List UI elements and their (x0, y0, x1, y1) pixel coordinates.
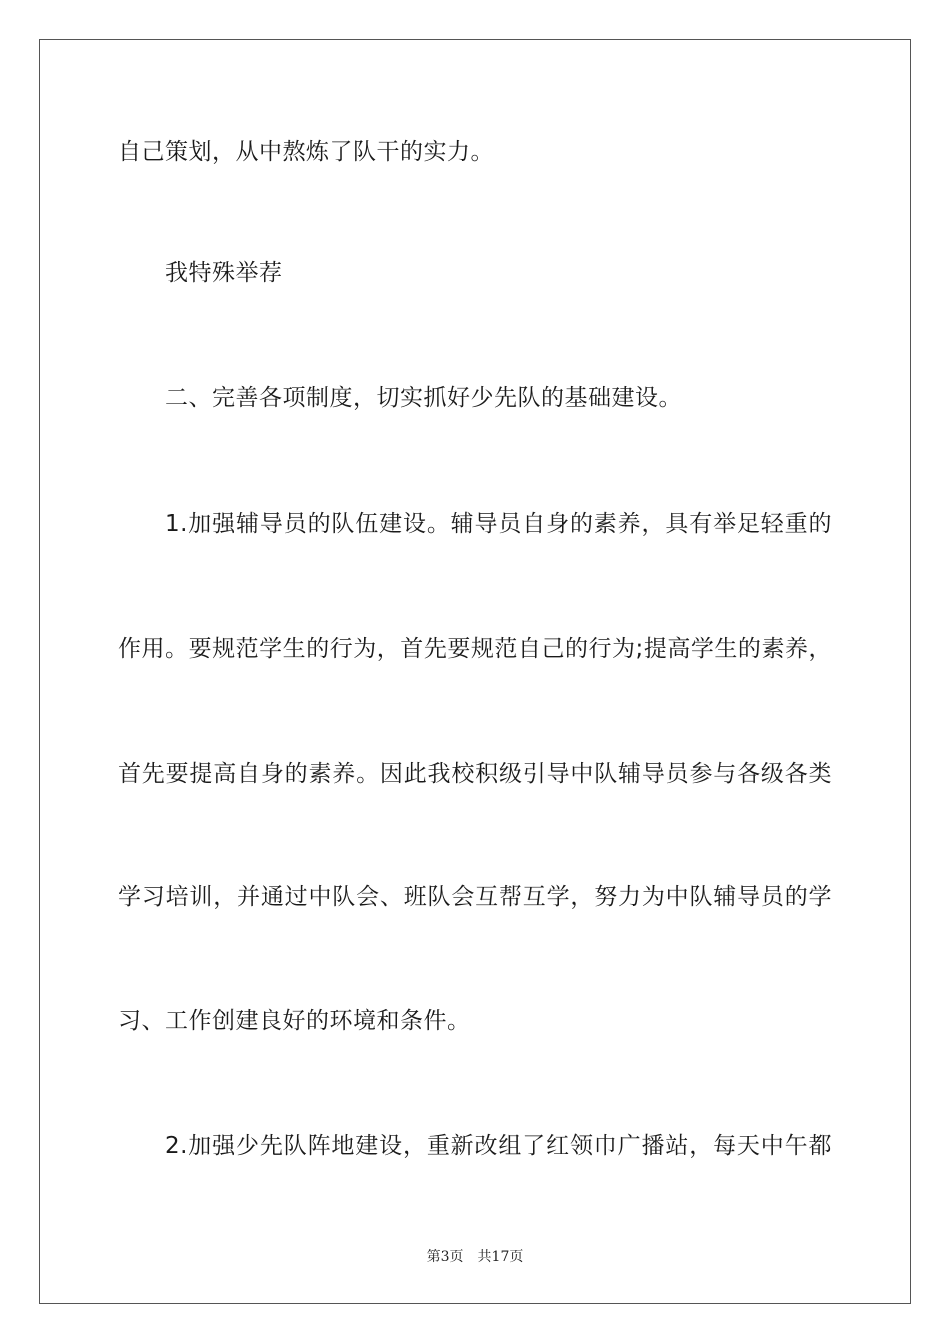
page-total: 共17页 (477, 1249, 524, 1265)
paragraph-line-6: 首先要提高自身的素养。因此我校积级引导中队辅导员参与各级各类 (118, 761, 832, 787)
page-number: 第3页 (426, 1249, 464, 1265)
paragraph-line-7: 学习培训，并通过中队会、班队会互帮互学，努力为中队辅导员的学 (118, 884, 832, 910)
paragraph-line-4: 1.加强辅导员的队伍建设。辅导员自身的素养，具有举足轻重的 (165, 511, 832, 537)
paragraph-line-8: 习、工作创建良好的环境和条件。 (118, 1008, 471, 1034)
paragraph-line-5: 作用。要规范学生的行为，首先要规范自己的行为;提高学生的素养， (118, 636, 832, 662)
page-footer (0, 1247, 950, 1267)
paragraph-line-1: 自己策划，从中熬炼了队干的实力。 (118, 139, 494, 165)
section-heading: 二、完善各项制度，切实抓好少先队的基础建设。 (165, 385, 682, 411)
paragraph-line-2: 我特殊举荐 (165, 260, 283, 286)
paragraph-line-9: 2.加强少先队阵地建设，重新改组了红领巾广播站，每天中午都 (165, 1133, 832, 1159)
page-border (39, 39, 911, 1304)
